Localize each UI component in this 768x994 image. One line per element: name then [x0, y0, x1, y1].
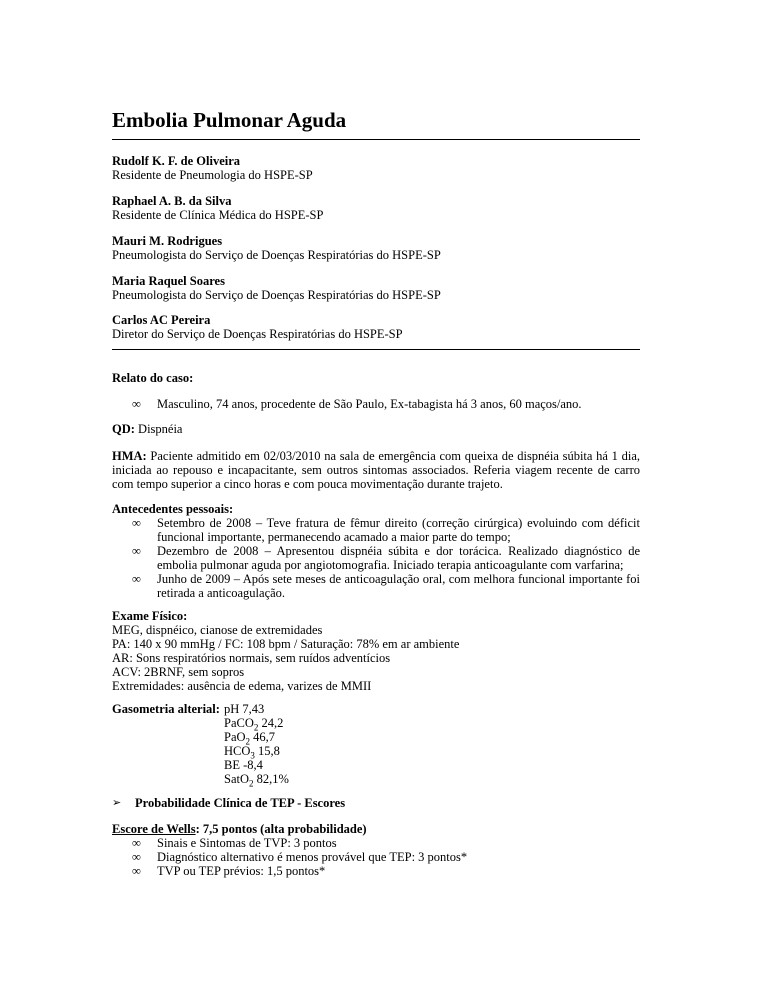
infinity-bullet-icon: ∞	[132, 572, 141, 586]
infinity-bullet-icon: ∞	[132, 864, 141, 878]
author-name: Raphael A. B. da Silva	[112, 194, 232, 208]
list-item	[112, 850, 640, 864]
author-block	[112, 234, 441, 262]
antecedentes-list	[112, 516, 640, 600]
hma-label: HMA:	[112, 449, 147, 463]
list-item	[112, 544, 640, 572]
list-item-text: TVP ou TEP prévios: 1,5 pontos*	[157, 864, 326, 878]
list-item-text: Masculino, 74 anos, procedente de São Paulo, Ex-tabagista há 3 anos, 60 maços/ano.	[157, 397, 582, 411]
wells-list	[112, 836, 640, 878]
author-block	[112, 313, 403, 341]
list-item-text: Junho de 2009 – Após sete meses de anticoagulação oral, com melhora funcional importante foi retirada a anticoagulação.	[157, 572, 640, 600]
author-affiliation: Diretor do Serviço de Doenças Respiratórias do HSPE-SP	[112, 327, 403, 341]
wells-score: 7,5 pontos (alta probabilidade)	[199, 822, 367, 836]
author-name: Rudolf K. F. de Oliveira	[112, 154, 241, 168]
authors-rule	[112, 349, 640, 350]
author-block	[112, 194, 323, 222]
list-item-text: Dezembro de 2008 – Apresentou dispnéia súbita e dor torácica. Realizado diagnóstico de embolia pulmonar aguda por angiotomografia. Iniciado terapia anticoagulante com varfarina;	[157, 544, 640, 572]
exame-line: PA: 140 x 90 mmHg / FC: 108 bpm / Saturação: 78% em ar ambiente	[112, 637, 460, 651]
infinity-bullet-icon: ∞	[132, 544, 141, 558]
list-item	[112, 397, 640, 411]
exame-lines	[112, 623, 640, 693]
exame-line: ACV: 2BRNF, sem sopros	[112, 665, 245, 679]
gas-sato2: SatO$_2$ 82,1%	[224, 772, 289, 789]
list-item	[112, 516, 640, 544]
author-affiliation: Residente de Pneumologia do HSPE-SP	[112, 168, 313, 182]
gas-pao2: PaO$_2$ 46,7	[224, 730, 276, 747]
arrow-bullet-icon: ➢	[112, 796, 122, 809]
title-rule	[112, 139, 640, 140]
infinity-bullet-icon: ∞	[132, 850, 141, 864]
qd-label: QD:	[112, 422, 135, 436]
hma-paragraph	[112, 449, 640, 491]
infinity-bullet-icon: ∞	[132, 516, 141, 530]
wells-heading	[112, 822, 640, 836]
author-affiliation: Residente de Clínica Médica do HSPE-SP	[112, 208, 324, 222]
relato-heading: Relato do caso:	[112, 371, 194, 385]
exame-line: Extremidades: ausência de edema, varizes de MMII	[112, 679, 372, 693]
author-block	[112, 154, 313, 182]
gasometria-label: Gasometria alterial:	[112, 702, 220, 716]
exame-line: MEG, dispnéico, cianose de extremidades	[112, 623, 323, 637]
wells-label: Escore de Wells	[112, 822, 196, 836]
list-item	[112, 572, 640, 600]
relato-list	[112, 397, 640, 411]
infinity-bullet-icon: ∞	[132, 836, 141, 850]
author-affiliation: Pneumologista do Serviço de Doenças Respiratórias do HSPE-SP	[112, 288, 441, 302]
qd-text: Dispnéia	[134, 422, 183, 436]
author-name: Maria Raquel Soares	[112, 274, 225, 288]
list-item-text: Diagnóstico alternativo é menos provável que TEP: 3 pontos*	[157, 850, 468, 864]
qd-paragraph	[112, 422, 640, 436]
exame-line: AR: Sons respiratórios normais, sem ruídos adventícios	[112, 651, 391, 665]
hma-text: Paciente admitido em 02/03/2010 na sala de emergência com queixa de dispnéia súbita há 1 dia, iniciada ao repouso e incapacitante, sem outros sintomas associados. Referia viagem recente de carro com tempo superior a cinco horas e com pouca movimentação durante trajeto.	[112, 449, 640, 491]
infinity-bullet-icon: ∞	[132, 397, 141, 411]
antecedentes-heading: Antecedentes pessoais:	[112, 502, 234, 516]
author-affiliation: Pneumologista do Serviço de Doenças Respiratórias do HSPE-SP	[112, 248, 441, 262]
list-item	[112, 836, 640, 850]
probabilidade-heading: Probabilidade Clínica de TEP - Escores	[135, 796, 346, 810]
gas-ph: pH 7,43	[224, 702, 265, 716]
document-title: Embolia Pulmonar Aguda	[112, 108, 347, 132]
author-name: Mauri M. Rodrigues	[112, 234, 223, 248]
gas-be: BE -8,4	[224, 758, 263, 772]
author-name: Carlos AC Pereira	[112, 313, 211, 327]
exame-heading: Exame Físico:	[112, 609, 188, 623]
list-item-text: Setembro de 2008 – Teve fratura de fêmur direito (correção cirúrgica) evoluindo com déficit funcional importante, permanecendo acamado a maior parte do tempo;	[157, 516, 640, 544]
gas-paco2: PaCO$_2$ 24,2	[224, 716, 284, 733]
list-item	[112, 864, 640, 878]
list-item-text: Sinais e Sintomas de TVP: 3 pontos	[157, 836, 337, 850]
author-block	[112, 274, 441, 302]
gas-hco3: $HCO_3$ 15,8	[224, 744, 280, 761]
wells-colon: :	[195, 822, 200, 836]
